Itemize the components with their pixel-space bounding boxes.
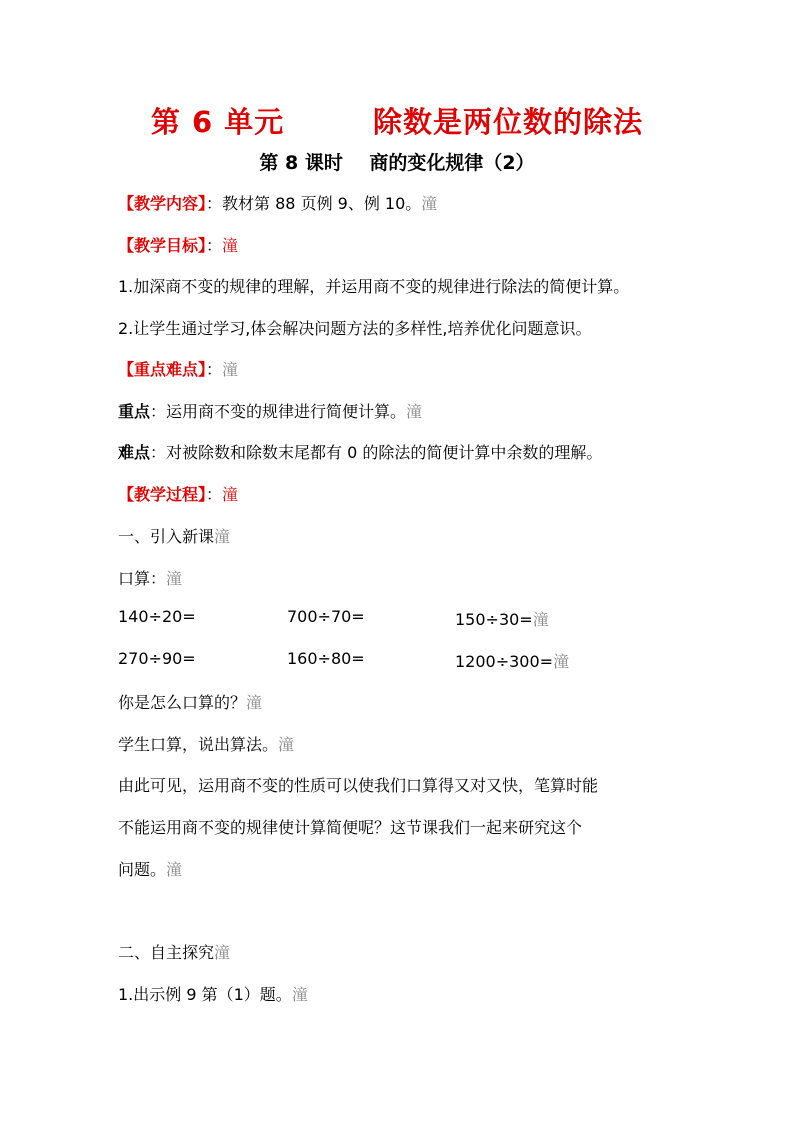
unit-title: 第 6 单元 除数是两位数的除法 [150,105,644,139]
lesson-subtitle: 第 8 课时 商的变化规律（2） [259,152,535,174]
teaching-goals-colon: ： [206,236,223,255]
teaching-goals-label: 【教学目标】 [118,236,207,255]
teaching-content-mark: 潼 [421,194,438,213]
keypoints-heading [118,357,238,380]
paragraph-line-1: 由此可见，运用商不变的性质可以使我们口算得又对又快，笔算时能 [118,776,599,795]
paragraph-mark: 潼 [166,860,183,879]
section-intro-mark: 潼 [214,527,231,546]
oral-problem: 140÷20= [118,607,196,626]
section-explore-text: 二、自主探究 [118,943,215,962]
key-point-colon: ： [150,402,167,421]
oral-problem: 150÷30=潼 [455,610,549,629]
key-point-text: 运用商不变的规律进行简便计算。 [166,402,407,421]
oral-row1-mark: 潼 [532,610,549,629]
goal-item-2: 2.让学生通过学习,体会解决问题方法的多样性,培养优化问题意识。 [118,319,592,338]
oral-problem: 270÷90= [118,649,196,668]
difficulty-colon: ： [150,443,167,462]
example-line [118,982,308,1005]
question-text: 你是怎么口算的？ [118,693,247,712]
key-point-label: 重点 [118,402,151,421]
process-heading [118,482,238,505]
teaching-goals-heading [118,233,238,256]
paragraph-line-3 [118,857,182,880]
keypoints-colon: ： [206,360,223,379]
oral-calc-mark: 潼 [166,569,183,588]
teaching-content-colon: ： [206,194,223,213]
difficulty-label: 难点 [118,443,151,462]
section-intro [118,524,230,547]
process-mark: 潼 [222,485,239,504]
student-text: 学生口算，说出算法。 [118,735,279,754]
teaching-content-text: 教材第 88 页例 9、例 10。 [222,194,422,213]
key-point-line [118,399,422,422]
student-mark: 潼 [278,735,295,754]
teaching-content-label: 【教学内容】 [118,194,207,213]
key-point-mark: 潼 [406,402,423,421]
section-explore-mark: 潼 [214,943,231,962]
difficulty-line [118,440,602,463]
teaching-goals-mark: 潼 [222,236,239,255]
oral-calc-label-line [118,566,182,589]
paragraph-line-2: 不能运用商不变的规律使计算简便呢？这节课我们一起来研究这个 [118,818,583,837]
example-mark: 潼 [291,985,308,1004]
difficulty-text: 对被除数和除数末尾都有 0 的除法的简便计算中余数的理解。 [166,443,603,462]
keypoints-label: 【重点难点】 [118,360,207,379]
oral-row2-mark: 潼 [553,652,570,671]
oral-problem: 700÷70= [287,607,365,626]
oral-calc-label: 口算： [118,569,167,588]
teaching-content-line [118,191,437,214]
question-mark: 潼 [246,693,263,712]
paragraph-line-3-text: 问题。 [118,860,167,879]
question-line [118,690,262,713]
oral-problem: 1200÷300=潼 [455,652,570,671]
keypoints-mark: 潼 [222,360,239,379]
goal-item-1: 1.加深商不变的规律的理解，并运用商不变的规律进行除法的简便计算。 [118,277,630,296]
process-label: 【教学过程】 [118,485,207,504]
section-intro-text: 一、引入新课 [118,527,215,546]
oral-problem: 160÷80= [287,649,365,668]
student-line [118,732,294,755]
process-colon: ： [206,485,223,504]
example-text: 1.出示例 9 第（1）题。 [118,985,292,1004]
section-explore [118,940,230,963]
